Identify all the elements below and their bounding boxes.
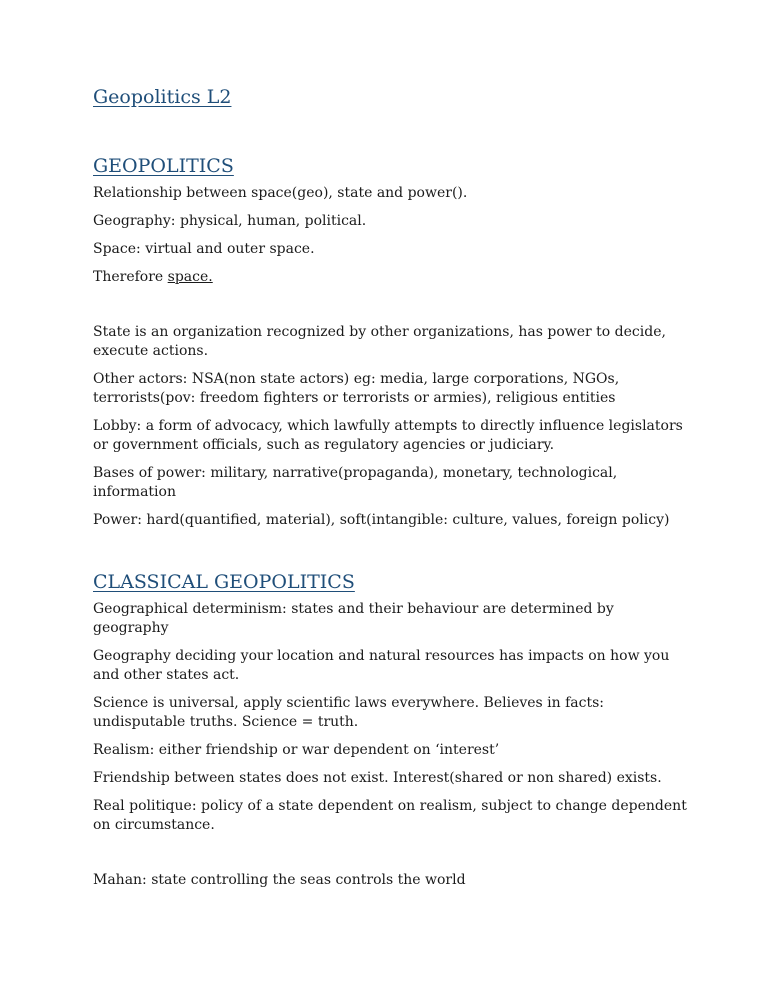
section-heading-geopolitics: GEOPOLITICS [93, 155, 234, 177]
paragraph: Mahan: state controlling the seas controls the world [93, 872, 466, 888]
paragraph: Real politique: policy of a state dependent on realism, subject to change dependent on circumstance. [93, 798, 687, 833]
paragraph: Power: hard(quantified, material), soft(intangible: culture, values, foreign policy) [93, 512, 670, 528]
section-heading-classical-geopolitics: CLASSICAL GEOPOLITICS [93, 571, 355, 593]
paragraph: Relationship between space(geo), state and power(). [93, 185, 468, 201]
paragraph: Friendship between states does not exist. Interest(shared or non shared) exists. [93, 770, 662, 786]
paragraph: Science is universal, apply scientific laws everywhere. Believes in facts: undisputable truths. Science = truth. [93, 695, 605, 730]
paragraph: Geography: physical, human, political. [93, 213, 367, 229]
paragraph: Space: virtual and outer space. [93, 241, 315, 257]
paragraph: State is an organization recognized by other organizations, has power to decide, execute actions. [93, 324, 666, 359]
paragraph-text: Therefore [93, 269, 168, 285]
document-title: Geopolitics L2 [93, 86, 232, 108]
document-page [93, 84, 693, 890]
paragraph: Lobby: a form of advocacy, which lawfully attempts to directly influence legislators or government officials, such as regulatory agencies or judiciary. [93, 418, 683, 453]
paragraph [93, 268, 693, 287]
paragraph: Realism: either friendship or war dependent on ‘interest’ [93, 742, 500, 758]
underlined-text: space. [167, 269, 213, 285]
paragraph: Geographical determinism: states and their behaviour are determined by geography [93, 601, 614, 636]
paragraph: Other actors: NSA(non state actors) eg: media, large corporations, NGOs, terrorists(pov: freedom fighters or terrorists or armies), religious entities [93, 371, 620, 406]
paragraph: Bases of power: military, narrative(propaganda), monetary, technological, information [93, 465, 618, 500]
paragraph: Geography deciding your location and natural resources has impacts on how you and other states act. [93, 648, 670, 683]
